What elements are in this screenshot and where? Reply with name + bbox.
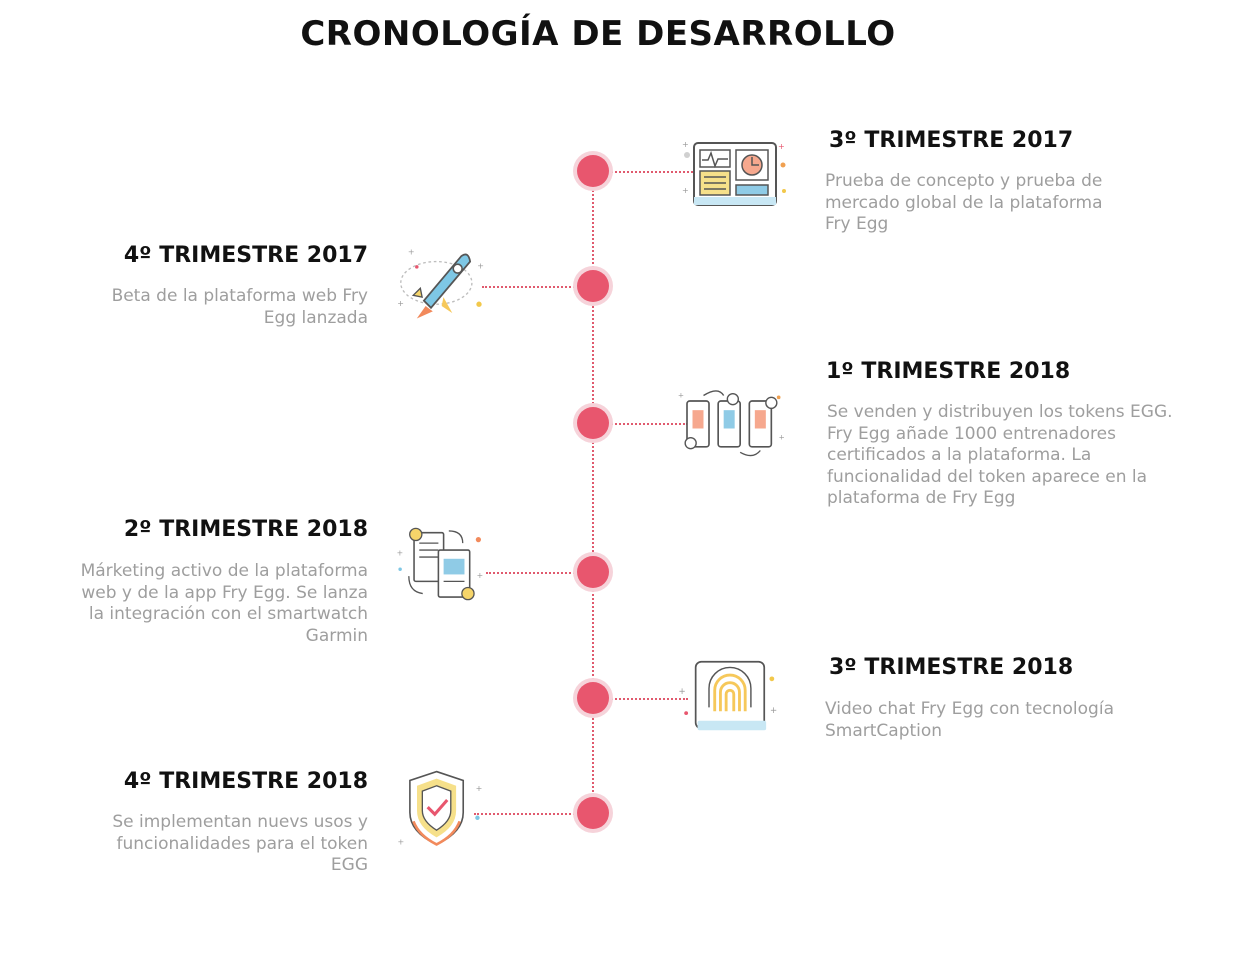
- svg-text:+: +: [475, 784, 483, 794]
- milestone-period: 4º TRIMESTRE 2018: [123, 769, 368, 794]
- svg-text:+: +: [396, 548, 404, 558]
- fingerprint-icon: [674, 656, 784, 736]
- timeline-dot: [577, 407, 609, 439]
- milestone-description: Se venden y distribuyen los tokens EGG. Fry Egg añade 1000 entrenadores certificados a la plataforma. La funcionalidad del token aparece en la plataforma de Fry Egg: [827, 402, 1173, 508]
- timeline-dot: [577, 155, 609, 187]
- timeline-dot: [577, 556, 609, 588]
- svg-text:+: +: [778, 432, 785, 442]
- milestone-description: Márketing activo de la plataforma web y de la app Fry Egg. Se lanza la integración con el smartwatch Garmin: [80, 561, 368, 646]
- servers-icon: [676, 383, 786, 463]
- timeline-dot: [577, 270, 609, 302]
- milestone-period: 3º TRIMESTRE 2017: [829, 128, 1074, 153]
- page-title: CRONOLOGÍA DE DESARROLLO: [300, 14, 896, 54]
- svg-text:+: +: [682, 140, 689, 149]
- timeline-connector: [486, 572, 578, 574]
- milestone-period: 1º TRIMESTRE 2018: [826, 359, 1071, 384]
- documents-icon: [386, 524, 496, 604]
- shield-check-icon: [386, 768, 496, 848]
- milestone-description: Video chat Fry Egg con tecnología SmartCaption: [825, 699, 1114, 741]
- svg-text:+: +: [407, 247, 415, 257]
- milestone-description: Beta de la plataforma web Fry Egg lanzada: [111, 286, 368, 328]
- svg-text:+: +: [477, 261, 484, 271]
- svg-text:+: +: [678, 687, 686, 698]
- milestone-period: 2º TRIMESTRE 2018: [123, 517, 368, 542]
- svg-text:+: +: [677, 390, 684, 400]
- dashboard-icon: [680, 135, 790, 215]
- svg-text:+: +: [769, 706, 778, 717]
- milestone-period: 3º TRIMESTRE 2018: [829, 655, 1074, 680]
- timeline-connector: [482, 286, 578, 288]
- svg-text:+: +: [682, 186, 689, 195]
- svg-text:+: +: [476, 570, 484, 580]
- timeline-dot: [577, 682, 609, 714]
- milestone-description: Prueba de concepto y prueba de mercado global de la plataforma Fry Egg: [825, 171, 1103, 234]
- svg-text:+: +: [397, 299, 404, 308]
- timeline-spine: [592, 170, 594, 812]
- milestone-period: 4º TRIMESTRE 2017: [123, 243, 368, 268]
- rocket-icon: [384, 242, 494, 322]
- milestone-description: Se implementan nuevs usos y funcionalidades para el token EGG: [112, 812, 368, 875]
- timeline-dot: [577, 797, 609, 829]
- svg-text:+: +: [397, 837, 405, 847]
- svg-text:+: +: [778, 142, 785, 151]
